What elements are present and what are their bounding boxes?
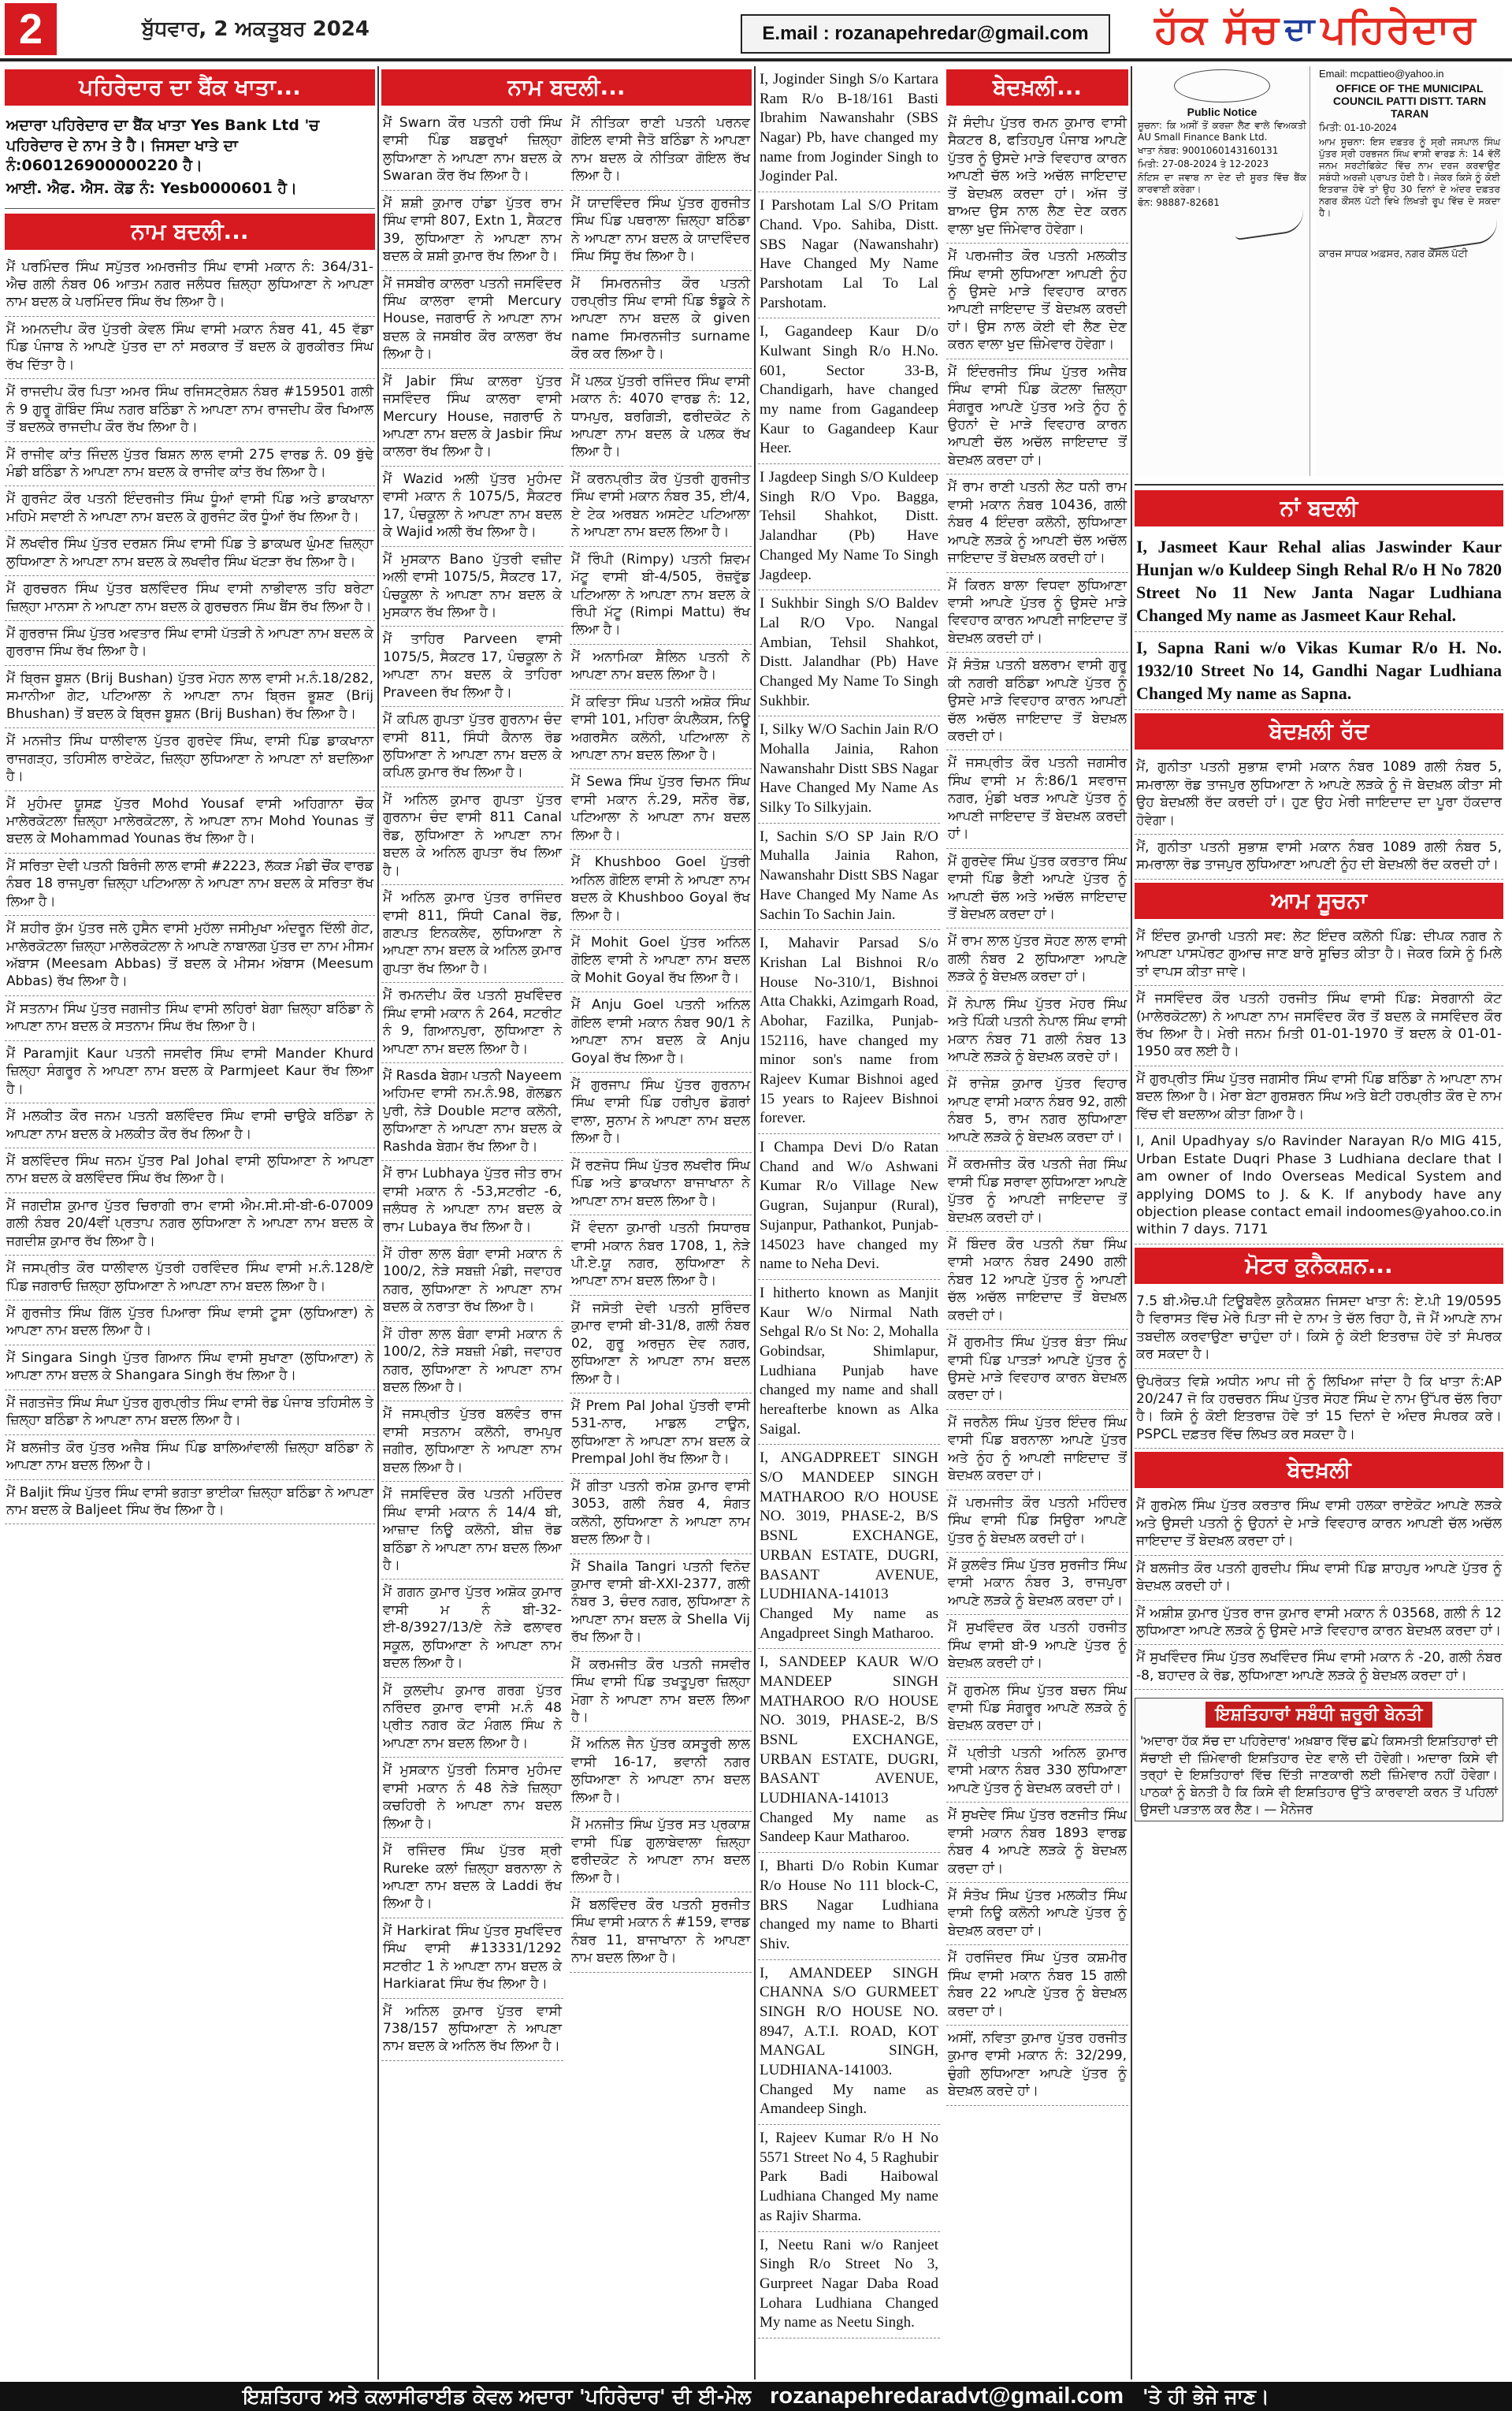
disinheritance-list: [1135, 1493, 1503, 1690]
notice-item: ਮੈਂ Rasda ਬੇਗਮ ਪਤਨੀ Nayeem ਅਹਿਮਦ ਵਾਸੀ ਨਮ.ਨੰ.98, ਗੋਲਡਨ ਪੁਰੀ, ਨੇੜੇ Double ਸਟਾਰ ਕਲੋਨੀ, ਲੁਧਿਆਣਾ ਨੇ ਆਪਣਾ ਨਾਮ ਬਦਲ ਕੇ Rashda ਬੇਗਮ ਰੱਖ ਲਿਆ ਹੈ।: [381, 1063, 563, 1161]
notice-item: ਮੈਂ ਕਵਿਤਾ ਸਿੰਘ ਪਤਨੀ ਅਸ਼ੋਕ ਸਿੰਘ ਵਾਸੀ 101, ਮਹਿਰਾ ਕੰਪਲੈਕਸ, ਨਿਊ ਅਗਰਸੈਨ ਕਲੋਨੀ, ਪਟਿਆਲਾ ਨੇ ਆਪਣਾ ਨਾਮ ਬਦਲ ਲਿਆ ਹੈ।: [570, 690, 752, 770]
notice-item: ਮੈਂ ਨੀਤਿਕਾ ਰਾਣੀ ਪਤਨੀ ਪਰਨਵ ਗੋਇਲ ਵਾਸੀ ਜੈਤੋ ਬਠਿੰਡਾ ਨੇ ਆਪਣਾ ਨਾਮ ਬਦਲ ਕੇ ਨੀਤਿਕਾ ਗੋਇਲ ਰੱਖ ਲਿਆ ਹੈ।: [570, 110, 752, 191]
notice-item: ਮੈਂ ਮਨਜੀਤ ਸਿੰਘ ਧਾਲੀਵਾਲ ਪੁੱਤਰ ਗੁਰਦੇਵ ਸਿੰਘ, ਵਾਸੀ ਪਿੰਡ ਡਾਕਖਾਨਾ ਰਾਜਗੜ੍ਹ, ਤਹਿਸੀਲ ਰਾਏਕੋਟ, ਜ਼ਿਲ੍ਹਾ ਲੁਧਿਆਣਾ ਨੇ ਆਪਣਾ ਨਾਂ ਬਦਲਿਆ ਹੈ।: [5, 728, 375, 791]
header-divider: [0, 58, 1512, 61]
notice-item: ਮੈਂ ਜਸਬੀਰ ਕਾਲਰਾ ਪਤਨੀ ਜਸਵਿੰਦਰ ਸਿੰਘ ਕਾਲਰਾ ਵਾਸੀ Mercury House, ਜਗਰਾਓ ਨੇ ਆਪਣਾ ਨਾਮ ਬਦਲ ਕੇ ਜਸਬੀਰ ਕੌਰ ਕਾਲਰਾ ਰੱਖ ਲਿਆ ਹੈ।: [381, 271, 563, 369]
notice-item: ਮੈਂ ਮੁਸਕਾਨ ਪੁੱਤਰੀ ਨਿਸਾਰ ਮੁਹੰਮਦ ਵਾਸੀ ਮਕਾਨ ਨੰ 48 ਨੇੜੇ ਜ਼ਿਲ੍ਹਾ ਕਚਹਿਰੀ ਨੇ ਆਪਣਾ ਨਾਮ ਬਦਲ ਲਿਆ ਹੈ।: [381, 1758, 563, 1838]
name-change-list: [5, 255, 375, 1525]
notice-item: ਮੈਂ ਗੁਰਮੀਤ ਸਿੰਘ ਪੁੱਤਰ ਬੰਤਾ ਸਿੰਘ ਵਾਸੀ ਪਿੰਡ ਪਾਤੜਾਂ ਆਪਣੇ ਪੁੱਤਰ ਨੂੰ ਉਸਦੇ ਮਾੜੇ ਵਿਵਹਾਰ ਕਾਰਨ ਬੇਦਖ਼ਲ ਕਰਦਾ ਹਾਂ।: [946, 1330, 1128, 1410]
notice-item: I, Gagandeep Kaur D/o Kulwant Singh R/o H.No. 601, Sector 33-B, Chandigarh, have changed my name from Gagandeep Kaur to Gagandeep Kaur Heer.: [758, 318, 940, 464]
disinheritance-revoked-list: [1135, 754, 1503, 880]
notice-item: ਮੈਂ ਗੁਰਦੇਵ ਸਿੰਘ ਪੁੱਤਰ ਕਰਤਾਰ ਸਿੰਘ ਵਾਸੀ ਪਿੰਡ ਭੈਣੀ ਆਪਣੇ ਪੁੱਤਰ ਨੂੰ ਆਪਣੀ ਚੱਲ ਅਤੇ ਅਚੱਲ ਜਾਇਦਾਦ ਤੋਂ ਬੇਦਖ਼ਲ ਕਰਦਾ ਹਾਂ।: [946, 849, 1128, 929]
notice-item: ਮੈਂ Harkirat ਸਿੰਘ ਪੁੱਤਰ ਸੁਖਵਿੰਦਰ ਸਿੰਘ ਵਾਸੀ #13331/1292 ਸਟਰੀਟ 1 ਨੇ ਆਪਣਾ ਨਾਮ ਬਦਲ ਕੇ Harkiarat ਸਿੰਘ ਰੱਖ ਲਿਆ ਹੈ।: [381, 1918, 563, 1999]
notice-item: ਮੈਂ ਮਲਕੀਤ ਕੌਰ ਜਨਮ ਪਤਨੀ ਬਲਵਿੰਦਰ ਸਿੰਘ ਵਾਸੀ ਚਾਉਕੇ ਬਠਿੰਡਾ ਨੇ ਆਪਣਾ ਨਾਮ ਬਦਲ ਕੇ ਮਲਕੀਤ ਕੌਰ ਰੱਖ ਲਿਆ ਹੈ।: [5, 1103, 375, 1148]
notice-item: I, Sapna Rani w/o Vikas Kumar R/o H. No. 1932/10 Street No 14, Gandhi Nagar Ludhiana Changed My name as Sapna.: [1135, 632, 1503, 710]
name-change-heading: ਨਾਮ ਬਦਲੀ...: [5, 214, 375, 250]
notice-item: ਮੈਂ Singara Singh ਪੁੱਤਰ ਗਿਆਨ ਸਿੰਘ ਵਾਸੀ ਸੁਖਾਣਾ (ਲੁਧਿਆਣਾ) ਨੇ ਆਪਣਾ ਨਾਮ ਬਦਲ ਕੇ Shangara Singh ਰੱਖ ਲਿਆ ਹੈ।: [5, 1345, 375, 1390]
header-email[interactable]: E.mail : rozanapehredar@gmail.com: [741, 14, 1110, 54]
notice-item: ਮੈਂ ਸੁਖਵਿੰਦਰ ਸਿੰਘ ਪੁੱਤਰ ਲਖਵਿੰਦਰ ਸਿੰਘ ਵਾਸੀ ਮਕਾਨ ਨੰ -20, ਗਲੀ ਨੰਬਰ -8, ਬਹਾਦਰ ਕੇ ਰੋਡ, ਲੁਧਿਆਣਾ ਆਪਣੇ ਲੜਕੇ ਨੂੰ ਬੇਦਖ਼ਲ ਕਰਦਾ ਹਾਂ।: [1135, 1645, 1503, 1690]
notice-item: ਮੈਂ ਕੁਲਦੀਪ ਕੁਮਾਰ ਗਰਗ ਪੁੱਤਰ ਨਰਿੰਦਰ ਕੁਮਾਰ ਵਾਸੀ ਮ.ਨੰ 48 ਪ੍ਰੀਤ ਨਗਰ ਕੋਟ ਮੰਗਲ ਸਿੰਘ ਨੇ ਆਪਣਾ ਨਾਮ ਬਦਲ ਲਿਆ ਹੈ।: [381, 1678, 563, 1758]
notice-item: ਮੈਂ ਜਸੋਤੀ ਦੇਵੀ ਪਤਨੀ ਸੁਰਿੰਦਰ ਕੁਮਾਰ ਵਾਸੀ ਬੀ-31/8, ਗਲੀ ਨੰਬਰ 02, ਗੁਰੂ ਅਰਜੁਨ ਦੇਵ ਨਗਰ, ਲੁਧਿਆਣਾ ਨੇ ਆਪਣਾ ਨਾਮ ਬਦਲ ਲਿਆ ਹੈ।: [570, 1296, 752, 1393]
notice-item: ਮੈਂ ਸੰਤੋਸ਼ ਪਤਨੀ ਬਲਰਾਮ ਵਾਸੀ ਗੁਰੂ ਕੀ ਨਗਰੀ ਬਠਿੰਡਾ ਆਪਣੇ ਪੁੱਤਰ ਨੂੰ ਉਸਦੇ ਮਾੜੇ ਵਿਵਹਾਰ ਕਾਰਨ ਆਪਣੀ ਚੱਲ ਅਚੱਲ ਜਾਇਦਾਦ ਤੋਂ ਬੇਦਖ਼ਲ ਕਰਦੀ ਹਾਂ।: [946, 653, 1128, 750]
notice-item: ਮੈਂ ਬਲਜੀਤ ਕੌਰ ਪੁੱਤਰ ਅਜੈਬ ਸਿੰਘ ਪਿੰਡ ਬਾਲਿਆਂਵਾਲੀ ਜ਼ਿਲ੍ਹਾ ਬਠਿੰਡਾ ਨੇ ਆਪਣਾ ਨਾਮ ਬਦਲ ਲਿਆ ਹੈ।: [5, 1435, 375, 1480]
notice-item: ਮੈਂ Khushboo Goel ਪੁੱਤਰੀ ਅਨਿਲ ਗੋਇਲ ਵਾਸੀ ਨੇ ਆਪਣਾ ਨਾਮ ਬਦਲ ਕੇ Khushboo Goyal ਰੱਖ ਲਿਆ ਹੈ।: [570, 850, 752, 930]
masthead-logo: [1127, 3, 1505, 55]
notice-item: ਮੈਂ Mohit Goel ਪੁੱਤਰ ਅਨਿਲ ਗੋਇਲ ਵਾਸੀ ਨੇ ਆਪਣਾ ਨਾਮ ਬਦਲ ਕੇ Mohit Goyal ਰੱਖ ਲਿਆ ਹੈ।: [570, 930, 752, 992]
notice-item: ਮੈਂ ਜਸਵਿੰਦਰ ਕੌਰ ਪਤਨੀ ਹਰਜੀਤ ਸਿੰਘ ਵਾਸੀ ਪਿੰਡ: ਸੇਰਗਾਨੀ ਕੋਟ (ਮਾਲੇਰਕੋਟਲਾ) ਨੇ ਆਪਣਾ ਨਾਮ ਜਸਵਿੰਦਰ ਕੌਰ ਤੋਂ ਬਦਲ ਕੇ ਜਸਵਿੰਦਰ ਕੌਰ ਰੱਖ ਲਿਆ ਹੈ। ਮੇਰੀ ਜਨਮ ਮਿਤੀ 01-01-1970 ਤੋਂ ਬਦਲ ਕੇ 01-01-1950 ਕਰ ਲਈ ਹੈ।: [1135, 986, 1503, 1066]
notice-item: ਮੈਂ ਸੁਖਦੇਵ ਸਿੰਘ ਪੁੱਤਰ ਰਣਜੀਤ ਸਿੰਘ ਵਾਸੀ ਮਕਾਨ ਨੰਬਰ 1893 ਵਾਰਡ ਨੰਬਰ 4 ਆਪਣੇ ਲੜਕੇ ਨੂੰ ਬੇਦਖ਼ਲ ਕਰਦਾ ਹਾਂ।: [946, 1803, 1128, 1883]
notice-item: ਮੈਂ ਤਾਹਿਰ Parveen ਵਾਸੀ 1075/5, ਸੈਕਟਰ 17, ਪੰਚਕੂਲਾ ਨੇ ਆਪਣਾ ਨਾਮ ਬਦਲ ਕੇ ਤਾਹਿਰਾ Praveen ਰੱਖ ਲਿਆ ਹੈ।: [381, 627, 563, 707]
notice-item: I, Joginder Singh S/o Kartara Ram R/o B-18/161 Basti Ibrahim Nawanshahr (SBS Nagar) Pb, have changed my name from Joginder Singh to Joginder Pal.: [758, 66, 940, 192]
council-notice-scan: [1316, 66, 1503, 476]
notice-item: ਮੈਂ ਇੰਦਰਜੀਤ ਸਿੰਘ ਪੁੱਤਰ ਅਜੈਬ ਸਿੰਘ ਵਾਸੀ ਪਿੰਡ ਕੋਟਲਾ ਜ਼ਿਲ੍ਹਾ ਸੰਗਰੂਰ ਆਪਣੇ ਪੁੱਤਰ ਅਤੇ ਨੂੰਹ ਨੂੰ ਉਹਨਾਂ ਦੇ ਮਾੜੇ ਵਿਵਹਾਰ ਕਾਰਨ ਆਪਣੀ ਚੱਲ ਅਚੱਲ ਜਾਇਦਾਦ ਤੋਂ ਬੇਦਖ਼ਲ ਕਰਦਾ ਹਾਂ।: [946, 359, 1128, 475]
notice-item: ਮਿਤੀ: 27-08-2024 ਤੇ 12-2023: [1138, 158, 1269, 169]
notice-item: ਮੈਂ ਜਸਵਿੰਦਰ ਕੌਰ ਪਤਨੀ ਮਹਿੰਦਰ ਸਿੰਘ ਵਾਸੀ ਮਕਾਨ ਨੰ 14/4 ਬੀ, ਆਜ਼ਾਦ ਨਿਊ ਕਲੋਨੀ, ਬੀਜ਼ ਰੋਡ ਬਠਿੰਡਾ ਨੇ ਆਪਣਾ ਨਾਮ ਬਦਲ ਲਿਆ ਹੈ।: [381, 1482, 563, 1579]
notice-item: ਮੈਂ ਬਲਵਿੰਦਰ ਸਿੰਘ ਜਨਮ ਪੁੱਤਰ Pal Johal ਵਾਸੀ ਲੁਧਿਆਣਾ ਨੇ ਆਪਣਾ ਨਾਮ ਬਦਲ ਕੇ ਬਲਵਿੰਦਰ ਸਿੰਘ ਰੱਖ ਲਿਆ ਹੈ।: [5, 1148, 375, 1193]
notice-item: I, Rajeev Kumar R/o H No 5571 Street No 4, 5 Raghubir Park Badi Haibowal Ludhiana Changed My name as Rajiv Sharma.: [758, 2125, 940, 2231]
notice-item: ਮੈਂ ਬਿੰਦਰ ਕੌਰ ਪਤਨੀ ਨੱਥਾ ਸਿੰਘ ਵਾਸੀ ਮਕਾਨ ਨੰਬਰ 2490 ਗਲੀ ਨੰਬਰ 12 ਆਪਣੇ ਪੁੱਤਰ ਨੂੰ ਆਪਣੀ ਚੱਲ ਅਚੱਲ ਜਾਇਦਾਦ ਤੋਂ ਬੇਦਖ਼ਲ ਕਰਦੀ ਹਾਂ।: [946, 1232, 1128, 1330]
bank-account-line: ਅਦਾਰਾ ਪਹਿਰੇਦਾਰ ਦਾ ਬੈਂਕ ਖਾਤਾ Yes Bank Ltd 'ਚ ਪਹਿਰੇਦਾਰ ਦੇ ਨਾਮ ਤੇ ਹੈ। ਜਿਸਦਾ ਖਾਤੇ ਦਾ ਨੰ:060126900000220 ਹੈ।: [6, 117, 320, 175]
notice-item: ਮੈਂ ਗੁਰਜੀਤ ਸਿੰਘ ਗਿੱਲ ਪੁੱਤਰ ਪਿਆਰਾ ਸਿੰਘ ਵਾਸੀ ਟੂਸਾ (ਲੁਧਿਆਣਾ) ਨੇ ਆਪਣਾ ਨਾਮ ਬਦਲ ਲਿਆ ਹੈ।: [5, 1300, 375, 1345]
signature-icon: [1232, 209, 1306, 240]
notice-item: ਮੈਂ ਜਗਦੀਸ਼ ਕੁਮਾਰ ਪੁੱਤਰ ਚਿਰਾਗੀ ਰਾਮ ਵਾਸੀ ਐਮ.ਸੀ.ਸੀ-ਬੀ-6-07009 ਗਲੀ ਨੰਬਰ 20/4ਵੀਂ ਪ੍ਰਤਾਪ ਨਗਰ ਲੁਧਿਆਣਾ ਨੇ ਆਪਣਾ ਨਾਮ ਬਦਲ ਕੇ ਜਗਦੀਸ਼ ਕੁਮਾਰ ਰੱਖ ਲਿਆ ਹੈ।: [5, 1193, 375, 1256]
notice-item: ਮੈਂ ਯਾਦਵਿੰਦਰ ਸਿੰਘ ਪੁੱਤਰ ਗੁਰਜੀਤ ਸਿੰਘ ਪਿੰਡ ਪਥਰਾਲਾ ਜ਼ਿਲ੍ਹਾ ਬਠਿੰਡਾ ਨੇ ਆਪਣਾ ਨਾਮ ਬਦਲ ਕੇ ਯਾਦਵਿੰਦਰ ਸਿੰਘ ਸਿੱਧੂ ਰੱਖ ਲਿਆ ਹੈ।: [570, 191, 752, 271]
page-number: 2: [5, 3, 57, 55]
notice-item: I Parshotam Lal S/O Pritam Chand. Vpo. Sahiba, Distt. SBS Nagar (Nawanshahr) Have Changed My Name Parshotam Lal To Lal Parshotam.: [758, 192, 940, 318]
council-date: ਮਿਤੀ: 01-10-2024: [1319, 121, 1397, 134]
notice-item: ਮੈਂ ਪਰਮਜੀਤ ਕੌਰ ਪਤਨੀ ਮਲਕੀਤ ਸਿੰਘ ਵਾਸੀ ਲੁਧਿਆਣਾ ਆਪਣੀ ਨੂੰਹ ਨੂੰ ਉਸਦੇ ਮਾੜੇ ਵਿਵਹਾਰ ਕਾਰਨ ਆਪਣੀ ਜਾਇਦਾਦ ਤੋਂ ਬੇਦਖ਼ਲ ਕਰਦੀ ਹਾਂ। ਉਸ ਨਾਲ ਕੋਈ ਵੀ ਲੈਣ ਦੇਣ ਕਰਨ ਵਾਲਾ ਖੁਦ ਜ਼ਿੰਮੇਵਾਰ ਹੋਵੇਗਾ।: [946, 244, 1128, 359]
notice-item: ਮੈਂ ਬ੍ਰਿਜ ਬੂਸ਼ਨ (Brij Bushan) ਪੁੱਤਰ ਮੋਹਨ ਲਾਲ ਵਾਸੀ ਮ.ਨੰ.18/282, ਸਮਾਨੀਆ ਗੇਟ, ਪਟਿਆਲਾ ਨੇ ਆਪਣਾ ਨਾਮ ਬ੍ਰਿਜ ਭੂਸ਼ਣ (Brij Bhushan) ਤੋਂ ਬਦਲ ਕੇ ਬ੍ਰਿਜ ਬੂਸ਼ਨ (Brij Bushan) ਰੱਖ ਲਿਆ ਹੈ।: [5, 666, 375, 728]
notice-item: I hitherto known as Manjit Kaur W/o Nirmal Nath Sehgal R/o St No: 2, Mohalla Gobindsar, Shimlapur, Ludhiana Punjab have changed my name and shall hereafterbe known as Alka Saigal.: [758, 1280, 940, 1445]
notice-item: ਮੈਂ ਅਨਿਲ ਕੁਮਾਰ ਪੁੱਤਰ ਵਾਸੀ 738/157 ਲੁਧਿਆਣਾ ਨੇ ਆਪਣਾ ਨਾਮ ਬਦਲ ਕੇ ਅਨਿਲ ਰੱਖ ਲਿਆ ਹੈ।: [381, 1999, 563, 2061]
notice-item: ਮੈਂ ਕਪਿਲ ਗੁਪਤਾ ਪੁੱਤਰ ਗੁਰਨਾਮ ਚੰਦ ਵਾਸੀ 811, ਸਿੰਧੀ ਕੈਨਾਲ ਰੋਡ ਲੁਧਿਆਣਾ ਨੇ ਆਪਣਾ ਨਾਮ ਬਦਲ ਕੇ ਕਪਿਲ ਕੁਮਾਰ ਰੱਖ ਲਿਆ ਹੈ।: [381, 707, 563, 787]
notice-item: ਅਸੀਂ, ਨਵਿਤਾ ਕੁਮਾਰ ਪੁੱਤਰ ਹਰਜੀਤ ਕੁਮਾਰ ਵਾਸੀ ਮਕਾਨ ਨੰ: 32/299, ਚੁੰਗੀ ਲੁਧਿਆਣਾ ਆਪਣੇ ਪੁੱਤਰ ਨੂੰ ਬੇਦਖ਼ਲ ਕਰਦੇ ਹਾਂ।: [946, 2026, 1128, 2106]
masthead-part-a: ਹੱਕ ਸੱਚ: [1154, 6, 1280, 52]
footer-text: ਇਸ਼ਤਿਹਾਰ ਅਤੇ ਕਲਾਸੀਫਾਈਡ ਕੇਵਲ ਅਦਾਰਾ 'ਪਹਿਰੇਦਾਰ' ਦੀ ਈ-ਮੇਲ: [243, 2384, 752, 2408]
notice-item: ਖਾਤਾ ਨੰਬਰ: 9001060143160131: [1138, 145, 1279, 156]
council-title: OFFICE OF THE MUNICIPAL COUNCIL PATTI DISTT. TARN TARAN: [1332, 82, 1487, 121]
disinheritance-section: [946, 66, 1128, 2338]
notice-item: ਮੈਂ ਪਰਮਿੰਦਰ ਸਿੰਘ ਸਪੁੱਤਰ ਅਮਰਜੀਤ ਸਿੰਘ ਵਾਸੀ ਮਕਾਨ ਨੰ: 364/31- ਐਚ ਗਲੀ ਨੰਬਰ 06 ਆਤਮ ਨਗਰ ਜਲੰਧਰ ਜ਼ਿਲ੍ਹਾ ਲੁਧਿਆਣਾ ਨੇ ਆਪਣਾ ਨਾਮ ਬਦਲ ਕੇ ਪਰਮਿੰਦਰ ਸਿੰਘ ਰੱਖ ਲਿਆ ਹੈ।: [5, 255, 375, 317]
bank-stamp-icon: [1174, 69, 1270, 102]
notice-item: ਮੈਂ ਕਰਮਜੀਤ ਕੌਰ ਪਤਨੀ ਜੰਗ ਸਿੰਘ ਵਾਸੀ ਪਿੰਡ ਸਰਾਵਾ ਲੁਧਿਆਣਾ ਆਪਣੇ ਪੁੱਤਰ ਨੂੰ ਆਪਣੀ ਜਾਇਦਾਦ ਤੋਂ ਬੇਦਖ਼ਲ ਕਰਦੀ ਹਾਂ।: [946, 1152, 1128, 1232]
notice-item: ਮੈਂ ਸ਼ਹੀਰ ਕੁੱਮ ਪੁੱਤਰ ਜਲੇ ਹੁਸੈਨ ਵਾਸੀ ਮੁਹੱਲਾ ਜਸੀਮੁਖਾ ਅੰਦਰੂਨ ਦਿੱਲੀ ਗੇਟ, ਮਾਲੇਰਕੋਟਲਾ ਜ਼ਿਲ੍ਹਾ ਮਾਲੇਰਕੋਟਲਾ ਨੇ ਆਪਣੇ ਨਾਬਾਲਗ ਪੁੱਤਰ ਦਾ ਨਾਮ ਮੀਸਮ ਅੱਬਾਸ (Meesam Abbas) ਤੋਂ ਬਦਲ ਕੇ ਮੀਸਮ ਅੱਬਾਸ (Meesum Abbas) ਰੱਖ ਲਿਆ ਹੈ।: [5, 916, 375, 996]
name-change-list: [570, 110, 752, 2061]
council-body: ਆਮ ਸੂਚਨਾ: ਇਸ ਦਫ਼ਤਰ ਨੂੰ ਸ੍ਰੀ ਜਸਪਾਲ ਸਿੰਘ ਪੁੱਤਰ ਸ੍ਰੀ ਹਰਭਜਨ ਸਿੰਘ ਵਾਸੀ ਵਾਰਡ ਨੰ: 14 ਵੱਲੋਂ ਜਨਮ ਸਰਟੀਫਿਕੇਟ ਵਿੱਚ ਨਾਮ ਦਰਜ ਕਰਵਾਉਣ ਸਬੰਧੀ ਅਰਜ਼ੀ ਪ੍ਰਾਪਤ ਹੋਈ ਹੈ। ਜੇਕਰ ਕਿਸੇ ਨੂੰ ਕੋਈ ਇਤਰਾਜ਼ ਹੋਵੇ ਤਾਂ ਉਹ 30 ਦਿਨਾਂ ਦੇ ਅੰਦਰ ਦਫ਼ਤਰ ਨਗਰ ਕੌਂਸਲ ਪੱਟੀ ਵਿਖੇ ਲਿਖਤੀ ਰੂਪ ਵਿੱਚ ਦੇ ਸਕਦਾ ਹੈ।: [1319, 136, 1500, 218]
notice-item: ਮੈਂ ਰਣਜੋਧ ਸਿੰਘ ਪੁੱਤਰ ਲਖਵੀਰ ਸਿੰਘ ਪਿੰਡ ਅਤੇ ਡਾਕਖਾਨਾ ਬਾਜਾਖਾਨਾ ਨੇ ਆਪਣਾ ਨਾਮ ਬਦਲ ਲਿਆ ਹੈ।: [570, 1153, 752, 1215]
general-notice-heading: ਆਮ ਸੂਚਨਾ: [1135, 883, 1503, 919]
notice-item: ਮੈਂ ਕਰਨਪ੍ਰੀਤ ਕੌਰ ਪੁੱਤਰੀ ਗੁਰਜੀਤ ਸਿੰਘ ਵਾਸੀ ਮਕਾਨ ਨੰਬਰ 35, ਈ/4, ਏ ਟੇਕ ਅਰਬਨ ਅਸਟੇਟ ਪਟਿਆਲਾ ਨੇ ਆਪਣਾ ਨਾਮ ਬਦਲ ਲਿਆ ਹੈ।: [570, 467, 752, 547]
notice-item: ਮੈਂ ਅਨਿਲ ਕੁਮਾਰ ਪੁੱਤਰ ਰਾਜਿੰਦਰ ਵਾਸੀ 811, ਸਿੰਧੀ Canal ਰੋਡ, ਗਣਪਤ ਇਨਕਲੇਵ, ਲੁਧਿਆਣਾ ਨੇ ਆਪਣਾ ਨਾਮ ਬਦਲ ਕੇ ਅਨਿਲ ਕੁਮਾਰ ਗੁਪਤਾ ਰੱਖ ਲਿਆ ਹੈ।: [381, 885, 563, 983]
advertiser-notice-box: [1135, 1698, 1503, 1821]
notice-item: ਸੂਚਨਾ: ਕਿ ਅਸੀਂ ਤੋਂ ਕਰਜ਼ਾ ਲੈਣ ਵਾਲੇ ਵਿਅਕਤੀ AU Small Finance Bank Ltd.: [1138, 120, 1306, 143]
notice-item: ਮੈਂ Jabir ਸਿੰਘ ਕਾਲਰਾ ਪੁੱਤਰ ਜਸਵਿੰਦਰ ਸਿੰਘ ਕਾਲਰਾ ਵਾਸੀ Mercury House, ਜਗਰਾਓ ਨੇ ਆਪਣਾ ਨਾਮ ਬਦਲ ਕੇ Jasbir ਸਿੰਘ ਕਾਲਰਾ ਰੱਖ ਲਿਆ ਹੈ।: [381, 369, 563, 467]
name-change-list: [1135, 531, 1503, 710]
footer-tail: 'ਤੇ ਹੀ ਭੇਜੇ ਜਾਣ।: [1142, 2384, 1269, 2408]
bank-account-heading: ਪਹਿਰੇਦਾਰ ਦਾ ਬੈਂਕ ਖਾਤਾ...: [5, 69, 375, 106]
notice-item: ਮੈਂ ਜਰਨੈਲ ਸਿੰਘ ਪੁੱਤਰ ਇੰਦਰ ਸਿੰਘ ਵਾਸੀ ਪਿੰਡ ਬਰਨਾਲਾ ਆਪਣੇ ਪੁੱਤਰ ਅਤੇ ਨੂੰਹ ਨੂੰ ਆਪਣੀ ਜਾਇਦਾਦ ਤੋਂ ਬੇਦਖ਼ਲ ਕਰਦਾ ਹਾਂ।: [946, 1410, 1128, 1490]
notice-item: ਮੈਂ ਕਿਰਨ ਬਾਲਾ ਵਿਧਵਾ ਲੁਧਿਆਣਾ ਵਾਸੀ ਆਪਣੇ ਪੁੱਤਰ ਨੂੰ ਉਸਦੇ ਮਾੜੇ ਵਿਵਹਾਰ ਕਾਰਨ ਆਪਣੀ ਜਾਇਦਾਦ ਤੋਂ ਬੇਦਖ਼ਲ ਕਰਦੀ ਹਾਂ।: [946, 573, 1128, 653]
name-change-heading: ਨਾਮ ਬਦਲੀ...: [381, 69, 752, 106]
notice-item: ਮੈਂ ਜਸਪ੍ਰੀਤ ਕੌਰ ਧਾਲੀਵਾਲ ਪੁੱਤਰੀ ਹਰਵਿੰਦਰ ਸਿੰਘ ਵਾਸੀ ਮ.ਨੰ.128/ਏ ਪਿੰਡ ਜਗਰਾਓ ਜ਼ਿਲ੍ਹਾ ਲੁਧਿਆਣਾ ਨੇ ਆਪਣਾ ਨਾਮ ਬਦਲ ਲਿਆ ਹੈ।: [5, 1256, 375, 1300]
notice-item: ਮੈਂ ਗੁਰਰਾਜ ਸਿੰਘ ਪੁੱਤਰ ਅਵਤਾਰ ਸਿੰਘ ਵਾਸੀ ਪੱਤੜੀ ਨੇ ਆਪਣਾ ਨਾਮ ਬਦਲ ਕੇ ਗੁਰਰਾਜ ਸਿੰਘ ਰੱਖ ਲਿਆ ਹੈ।: [5, 621, 375, 666]
disinheritance-list: [946, 110, 1128, 2106]
notice-item: ਮੈਂ ਹੀਰਾ ਲਾਲ ਬੰਗਾ ਵਾਸੀ ਮਕਾਨ ਨੰ 100/2, ਨੇੜੇ ਸਬਜ਼ੀ ਮੰਡੀ, ਜਵਾਹਰ ਨਗਰ, ਲੁਧਿਆਣਾ ਨੇ ਆਪਣਾ ਨਾਮ ਬਦਲ ਲਿਆ ਹੈ।: [381, 1322, 563, 1402]
council-email: Email: mcpattieo@yahoo.in: [1319, 68, 1444, 80]
masthead-part-c: ਪਹਿਰੇਦਾਰ: [1321, 6, 1477, 52]
column-divider: [1131, 66, 1132, 2379]
notice-item: ਮੈਂ Paramjit Kaur ਪਤਨੀ ਜਸਵੀਰ ਸਿੰਘ ਵਾਸੀ Mander Khurd ਜ਼ਿਲ੍ਹਾ ਸੰਗਰੂਰ ਨੇ ਆਪਣਾ ਨਾਮ ਬਦਲ ਕੇ Parmjeet Kaur ਰੱਖ ਲਿਆ ਹੈ।: [5, 1041, 375, 1103]
notice-item: ਮੈਂ ਅਨਿਲ ਕੁਮਾਰ ਗੁਪਤਾ ਪੁੱਤਰ ਗੁਰਨਾਮ ਚੰਦ ਵਾਸੀ 811 Canal ਰੋਡ, ਲੁਧਿਆਣਾ ਨੇ ਆਪਣਾ ਨਾਮ ਬਦਲ ਕੇ ਅਨਿਲ ਗੁਪਤਾ ਰੱਖ ਲਿਆ ਹੈ।: [381, 787, 563, 885]
notice-item: ਮੈਂ ਗੁਰਮੇਲ ਸਿੰਘ ਪੁੱਤਰ ਕਰਤਾਰ ਸਿੰਘ ਵਾਸੀ ਹਲਕਾ ਰਾਏਕੋਟ ਆਪਣੇ ਲੜਕੇ ਅਤੇ ਉਸਦੀ ਪਤਨੀ ਨੂੰ ਉਹਨਾਂ ਦੇ ਮਾੜੇ ਵਿਵਹਾਰ ਕਾਰਨ ਆਪਣੀ ਚੱਲ ਅਚੱਲ ਜਾਇਦਾਦ ਤੋਂ ਬੇਦਖ਼ਲ ਕਰਦਾ ਹਾਂ।: [1135, 1493, 1503, 1555]
notice-item: I, Sachin S/O SP Jain R/O Muhalla Jainia Rahon, Nawanshahr Distt SBS Nagar Have Changed My Name As Sachin To Sachin Jain.: [758, 824, 940, 930]
notice-item: ਮੈਂ ਗਗਨ ਕੁਮਾਰ ਪੁੱਤਰ ਅਸ਼ੋਕ ਕੁਮਾਰ ਵਾਸੀ ਮ ਨੰ ਬੀ-32-ਈ-8/3927/13/ਏ ਨੇੜੇ ਫਲਾਵਰ ਸਕੂਲ, ਲੁਧਿਆਣਾ ਨੇ ਆਪਣਾ ਨਾਮ ਬਦਲ ਲਿਆ ਹੈ।: [381, 1579, 563, 1677]
notice-item: ਮੈਂ ਰਜਿੰਦਰ ਸਿੰਘ ਪੁੱਤਰ ਸ਼੍ਰੀ Rureke ਕਲਾਂ ਜ਼ਿਲ੍ਹਾ ਬਰਨਾਲਾ ਨੇ ਆਪਣਾ ਨਾਮ ਬਦਲ ਕੇ Laddi ਰੱਖ ਲਿਆ ਹੈ।: [381, 1838, 563, 1918]
column-1: [5, 66, 375, 2379]
notice-item: ਮੈਂ Shaila Tangri ਪਤਨੀ ਵਿਨੋਦ ਕੁਮਾਰ ਵਾਸੀ ਬੀ-XXI-2377, ਗਲੀ ਨੰਬਰ 3, ਚੰਦਰ ਨਗਰ, ਲੁਧਿਆਣਾ ਨੇ ਆਪਣਾ ਨਾਮ ਬਦਲ ਕੇ Shella Vij ਰੱਖ ਲਿਆ ਹੈ।: [570, 1554, 752, 1652]
notice-item: ਮੈਂ ਇੰਦਰ ਕੁਮਾਰੀ ਪਤਨੀ ਸਵ: ਲੇਟ ਇੰਦਰ ਕਲੋਨੀ ਪਿੰਡ: ਦੀਪਕ ਨਗਰ ਨੇ ਆਪਣਾ ਪਾਸਪੋਰਟ ਗੁਆਚ ਜਾਣ ਬਾਰੇ ਸੂਚਿਤ ਕੀਤਾ ਹੈ। ਜੇਕਰ ਕਿਸੇ ਨੂੰ ਮਿਲੇ ਤਾਂ ਵਾਪਸ ਕੀਤਾ ਜਾਵੇ।: [1135, 924, 1503, 986]
advertiser-notice-text: 'ਅਦਾਰਾ ਹੱਕ ਸੱਚ ਦਾ ਪਹਿਰੇਦਾਰ' ਅਖ਼ਬਾਰ ਵਿੱਚ ਛਪੇ ਕਿਸਮਤੀ ਇਸ਼ਤਿਹਾਰਾਂ ਦੀ ਸੱਚਾਈ ਦੀ ਜ਼ਿੰਮੇਵਾਰੀ ਇਸ਼ਤਿਹਾਰ ਦੇਣ ਵਾਲੇ ਦੀ ਹੋਵੇਗੀ। ਅਦਾਰਾ ਕਿਸੇ ਵੀ ਤਰ੍ਹਾਂ ਦੇ ਇਸ਼ਤਿਹਾਰਾਂ ਵਿੱਚ ਦਿੱਤੀ ਜਾਣਕਾਰੀ ਲਈ ਜ਼ਿੰਮੇਵਾਰ ਨਹੀਂ ਹੋਵੇਗਾ। ਪਾਠਕਾਂ ਨੂੰ ਬੇਨਤੀ ਹੈ ਕਿ ਕਿਸੇ ਵੀ ਇਸ਼ਤਿਹਾਰ ਉੱਤੇ ਕਾਰਵਾਈ ਕਰਨ ਤੋਂ ਪਹਿਲਾਂ ਉਸਦੀ ਪੜਤਾਲ ਕਰ ਲੈਣ। — ਮੈਨੇਜਰ: [1140, 1733, 1498, 1817]
notice-item: ਮੈਂ ਗੀਤਾ ਪਤਨੀ ਰਮੇਸ਼ ਕੁਮਾਰ ਵਾਸੀ 3053, ਗਲੀ ਨੰਬਰ 4, ਸੰਗਤ ਕਲੋਨੀ, ਲੁਧਿਆਣਾ ਨੇ ਆਪਣਾ ਨਾਮ ਬਦਲ ਲਿਆ ਹੈ।: [570, 1474, 752, 1554]
notice-item: I, Mahavir Parsad S/o Krishan Lal Bishnoi R/o House No-310/1, Bishnoi Atta Chakki, Azimgarh Road, Abohar, Fazilka, Punjab-152116, have changed my minor son's name from Rajeev Kumar Bishnoi aged 15 years to Rajeev Bishnoi forever.: [758, 930, 940, 1134]
notice-item: ਮੈਂ Swarn ਕੌਰ ਪਤਨੀ ਹਰੀ ਸਿੰਘ ਵਾਸੀ ਪਿੰਡ ਬਡਰੁਖਾਂ ਜ਼ਿਲ੍ਹਾ ਲੁਧਿਆਣਾ ਨੇ ਆਪਣਾ ਨਾਮ ਬਦਲ ਕੇ Swaran ਕੌਰ ਰੱਖ ਲਿਆ ਹੈ।: [381, 110, 563, 191]
notice-item: ਮੈਂ ਅਨਿਲ ਜੈਨ ਪੁੱਤਰ ਕਸਤੂਰੀ ਲਾਲ ਵਾਸੀ 16-17, ਭਵਾਨੀ ਨਗਰ ਲੁਧਿਆਣਾ ਨੇ ਆਪਣਾ ਨਾਮ ਬਦਲ ਲਿਆ ਹੈ।: [570, 1732, 752, 1812]
masthead-part-b: ਦਾ: [1284, 11, 1317, 47]
notice-item: ਮੈਂ ਨੇਪਾਲ ਸਿੰਘ ਪੁੱਤਰ ਮੋਹਰ ਸਿੰਘ ਅਤੇ ਪਿੰਕੀ ਪਤਨੀ ਨੇਪਾਲ ਸਿੰਘ ਵਾਸੀ ਮਕਾਨ ਨੰਬਰ 71 ਗਲੀ ਨੰਬਰ 13 ਆਪਣੇ ਲੜਕੇ ਨੂੰ ਬੇਦਖ਼ਲ ਕਰਦੇ ਹਾਂ।: [946, 992, 1128, 1072]
notice-item: ਮੈਂ ਰਾਮ Lubhaya ਪੁੱਤਰ ਜੀਤ ਰਾਮ ਵਾਸੀ ਮਕਾਨ ਨੰ -53,ਸਟਰੀਟ -6, ਜਲੰਧਰ ਨੇ ਆਪਣਾ ਨਾਮ ਬਦਲ ਕੇ ਰਾਮ Lubaya ਰੱਖ ਲਿਆ ਹੈ।: [381, 1161, 563, 1241]
column-4: [1135, 66, 1503, 2379]
official-notices-row: [1135, 66, 1503, 486]
notice-item: ਮੈਂ ਅਮਨਦੀਪ ਕੌਰ ਪੁੱਤਰੀ ਕੇਵਲ ਸਿੰਘ ਵਾਸੀ ਮਕਾਨ ਨੰਬਰ 41, 45 ਵੱਡਾ ਪਿੰਡ ਪੰਜਾਬ ਨੇ ਆਪਣੇ ਪੁੱਤਰ ਦਾ ਨਾਂ ਸਰਕਾਰ ਤੋਂ ਬਦਲ ਕੇ ਗੁਰਕੀਰਤ ਸਿੰਘ ਰੱਖ ਦਿੱਤਾ ਹੈ।: [5, 317, 375, 379]
notice-item: ਮੈਂ Anju Goel ਪਤਨੀ ਅਨਿਲ ਗੋਇਲ ਵਾਸੀ ਮਕਾਨ ਨੰਬਰ 90/1 ਨੇ ਆਪਣਾ ਨਾਮ ਬਦਲ ਕੇ Anju Goyal ਰੱਖ ਲਿਆ ਹੈ।: [570, 992, 752, 1073]
general-notice-list: [1135, 924, 1503, 1245]
issue-date: ਬੁੱਧਵਾਰ, 2 ਅਕਤੂਬਰ 2024: [142, 17, 370, 41]
motor-connection-heading: ਮੋਟਰ ਕੁਨੈਕਸ਼ਨ...: [1135, 1248, 1503, 1284]
notice-item: ਮੈਂ ਕਰਮਜੀਤ ਕੌਰ ਪਤਨੀ ਜਸਵੀਰ ਸਿੰਘ ਵਾਸੀ ਪਿੰਡ ਤਖਤੂਪੁਰਾ ਜ਼ਿਲ੍ਹਾ ਮੋਗਾ ਨੇ ਆਪਣਾ ਨਾਮ ਬਦਲ ਲਿਆ ਹੈ।: [570, 1652, 752, 1732]
notice-item: ਮੈਂ Prem Pal Johal ਪੁੱਤਰੀ ਵਾਸੀ 531-ਨਾਰ, ਮਾਡਲ ਟਾਊਨ, ਲੁਧਿਆਣਾ ਨੇ ਆਪਣਾ ਨਾਮ ਬਦਲ ਕੇ Prempal Johl ਰੱਖ ਲਿਆ ਹੈ।: [570, 1393, 752, 1474]
column-3-split: [758, 66, 1128, 2338]
page-header: [0, 0, 1512, 63]
notice-item: ਮੈਂ Sewa ਸਿੰਘ ਪੁੱਤਰ ਚਿਮਨ ਸਿੰਘ ਵਾਸੀ ਮਕਾਨ ਨੰ.29, ਸਨੌਰ ਰੋਡ, ਪਟਿਆਲਾ ਨੇ ਆਪਣਾ ਨਾਮ ਬਦਲ ਲਿਆ ਹੈ।: [570, 769, 752, 850]
disinheritance-revoked-heading: ਬੇਦਖ਼ਲੀ ਰੱਦ: [1135, 713, 1503, 750]
notice-item: ਮੈਂ ਮਨਜੀਤ ਸਿੰਘ ਪੁੱਤਰ ਸਤ ਪ੍ਰਕਾਸ਼ ਵਾਸੀ ਪਿੰਡ ਗੁਲਾਬੇਵਾਲਾ ਜ਼ਿਲ੍ਹਾ ਫਰੀਦਕੋਟ ਨੇ ਆਪਣਾ ਨਾਮ ਬਦਲ ਲਿਆ ਹੈ।: [570, 1812, 752, 1892]
notice-item: ਮੈਂ ਪ੍ਰੀਤੀ ਪਤਨੀ ਅਨਿਲ ਕੁਮਾਰ ਵਾਸੀ ਮਕਾਨ ਨੰਬਰ 330 ਲੁਧਿਆਣਾ ਆਪਣੇ ਪੁੱਤਰ ਨੂੰ ਬੇਦਖ਼ਲ ਕਰਦੀ ਹਾਂ।: [946, 1740, 1128, 1803]
page-footer: [0, 2382, 1512, 2411]
bank-ifsc-line: ਆਈ. ਐਫ. ਐਸ. ਕੋਡ ਨੰ: Yesb0000601 ਹੈ।: [6, 179, 297, 197]
notice-item: I Sukhbir Singh S/O Baldev Lal R/O Vpo. Nangal Ambian, Tehsil Shahkot, Distt. Jalandhar (Pb) Have Changed My Name To Singh Sukhbir.: [758, 590, 940, 716]
notice-item: ਮੈਂ Baljit ਸਿੰਘ ਪੁੱਤਰ ਸਿੰਘ ਵਾਸੀ ਭਗਤਾ ਭਾਈਕਾ ਜ਼ਿਲ੍ਹਾ ਬਠਿੰਡਾ ਨੇ ਆਪਣਾ ਨਾਮ ਬਦਲ ਕੇ Baljeet ਸਿੰਘ ਰੱਖ ਲਿਆ ਹੈ।: [5, 1480, 375, 1525]
advertiser-notice-title: ਇਸ਼ਤਿਹਾਰਾਂ ਸਬੰਧੀ ਜ਼ਰੂਰੀ ਬੇਨਤੀ: [1206, 1702, 1432, 1728]
english-name-change-list: [758, 66, 940, 2338]
notice-item: ਮੈਂ Wazid ਅਲੀ ਪੁੱਤਰ ਮੁਹੰਮਦ ਵਾਸੀ ਮਕਾਨ ਨੰ 1075/5, ਸੈਕਟਰ 17, ਪੰਚਕੂਲਾ ਨੇ ਆਪਣਾ ਨਾਮ ਬਦਲ ਕੇ Wajid ਅਲੀ ਰੱਖ ਲਿਆ ਹੈ।: [381, 467, 563, 547]
notice-item: ਮੈਂ ਮੁਸਕਾਨ Bano ਪੁੱਤਰੀ ਵਜ਼ੀਦ ਅਲੀ ਵਾਸੀ 1075/5, ਸੈਕਟਰ 17, ਪੰਚਕੂਲਾ ਨੇ ਆਪਣਾ ਨਾਮ ਬਦਲ ਕੇ ਮੁਸਕਾਨ ਰੱਖ ਲਿਆ ਹੈ।: [381, 547, 563, 627]
notice-item: ਮੈਂ, ਗੁਨੀਤਾ ਪਤਨੀ ਸੁਭਾਸ਼ ਵਾਸੀ ਮਕਾਨ ਨੰਬਰ 1089 ਗਲੀ ਨੰਬਰ 5, ਸਮਰਾਲਾ ਰੋਡ ਤਾਜਪੁਰ ਲੁਧਿਆਣਾ ਨੇ ਆਪਣੇ ਲੜਕੇ ਨੂੰ ਜੋ ਬੇਦਖ਼ਲ ਕੀਤਾ ਸੀ ਉਹ ਬੇਦਖ਼ਲੀ ਰੱਦ ਕਰਦੀ ਹਾਂ। ਹੁਣ ਉਹ ਮੇਰੀ ਜਾਇਦਾਦ ਦਾ ਪੂਰਾ ਹੱਕਦਾਰ ਹੋਵੇਗਾ।: [1135, 754, 1503, 835]
notice-item: ਮੈਂ ਅਸ਼ੀਸ਼ ਕੁਮਾਰ ਪੁੱਤਰ ਰਾਜ ਕੁਮਾਰ ਵਾਸੀ ਮਕਾਨ ਨੰ 03568, ਗਲੀ ਨੰ 12 ਲੁਧਿਆਣਾ ਆਪਣੇ ਲੜਕੇ ਨੂੰ ਉਸਦੇ ਮਾੜੇ ਵਿਵਹਾਰ ਕਾਰਨ ਬੇਦਖ਼ਲ ਕਰਦਾ ਹਾਂ।: [1135, 1601, 1503, 1646]
notice-item: ਮੈਂ ਬਲਵਿੰਦਰ ਕੌਰ ਪਤਨੀ ਸੁਰਜੀਤ ਸਿੰਘ ਵਾਸੀ ਮਕਾਨ ਨੰ #159, ਵਾਰਡ ਨੰਬਰ 11, ਬਾਜਾਖਾਨਾ ਨੇ ਆਪਣਾ ਨਾਮ ਬਦਲ ਲਿਆ ਹੈ।: [570, 1892, 752, 1973]
notice-item: ਮੈਂ ਰਿੰਪੀ (Rimpy) ਪਤਨੀ ਸ਼ਿਵਮ ਮੱਟੂ ਵਾਸੀ ਬੀ-4/505, ਰੋਜ਼ਵੁੱਡ ਪਟਿਆਲਾ ਨੇ ਆਪਣਾ ਨਾਮ ਬਦਲ ਕੇ ਰਿੰਪੀ ਮੱਟੂ (Rimpi Mattu) ਰੱਖ ਲਿਆ ਹੈ।: [570, 547, 752, 645]
public-notice-title: Public Notice: [1187, 106, 1258, 118]
notice-item: ਮੈਂ ਜਗਤਜੋਤ ਸਿੰਘ ਸੰਘਾ ਪੁੱਤਰ ਗੁਰਪ੍ਰੀਤ ਸਿੰਘ ਵਾਸੀ ਰੋਡ ਪੰਜਾਬ ਤਹਿਸੀਲ ਤੇ ਜ਼ਿਲ੍ਹਾ ਬਠਿੰਡਾ ਨੇ ਆਪਣਾ ਨਾਮ ਬਦਲ ਲਿਆ ਹੈ।: [5, 1390, 375, 1435]
public-notice-lines: [1135, 120, 1310, 209]
notice-item: ਮੈਂ ਪਲਕ ਪੁੱਤਰੀ ਰਜਿੰਦਰ ਸਿੰਘ ਵਾਸੀ ਮਕਾਨ ਨੰ: 4070 ਵਾਰਡ ਨੰ: 12, ਧਾਮਪੁਰ, ਬਰਗਿੜੀ, ਫਰੀਦਕੋਟ ਨੇ ਆਪਣਾ ਨਾਮ ਬਦਲ ਕੇ ਪਲਕ ਰੱਖ ਲਿਆ ਹੈ।: [570, 369, 752, 467]
notice-item: ਉਪਰੋਕਤ ਵਿਸ਼ੇ ਅਧੀਨ ਆਪ ਜੀ ਨੂੰ ਲਿਖਿਆ ਜਾਂਦਾ ਹੈ ਕਿ ਖਾਤਾ ਨੰ:AP 20/247 ਜੋ ਕਿ ਹਰਚਰਨ ਸਿੰਘ ਪੁੱਤਰ ਸੋਹਣ ਸਿੰਘ ਦੇ ਨਾਮ ਉੱਪਰ ਚੱਲ ਰਿਹਾ ਹੈ। ਕਿਸੇ ਨੂੰ ਕੋਈ ਇਤਰਾਜ਼ ਹੋਵੇ ਤਾਂ 15 ਦਿਨਾਂ ਦੇ ਅੰਦਰ ਸੰਪਰਕ ਕਰੇ। PSPCL ਦਫ਼ਤਰ ਵਿੱਚ ਲਿਖਤ ਕਰ ਸਕਦਾ ਹੈ।: [1135, 1369, 1503, 1449]
notice-item: ਮੈਂ ਰਾਜੀਵ ਕਾਂਤ ਜਿੰਦਲ ਪੁੱਤਰ ਬਿਸ਼ਨ ਲਾਲ ਵਾਸੀ 275 ਵਾਰਡ ਨੰ. 09 ਬੁੱਢੇ ਮੰਡੀ ਬਠਿੰਡਾ ਨੇ ਆਪਣਾ ਨਾਮ ਬਦਲ ਕੇ ਰਾਜੀਵ ਕਾਂਤ ਰੱਖ ਲਿਆ ਹੈ।: [5, 442, 375, 487]
notice-item: ਮੈਂ ਲਖਵੀਰ ਸਿੰਘ ਪੁੱਤਰ ਦਰਸ਼ਨ ਸਿੰਘ ਵਾਸੀ ਪਿੰਡ ਤੇ ਡਾਕਘਰ ਘੁੰਮਣ ਜ਼ਿਲ੍ਹਾ ਲੁਧਿਆਣਾ ਨੇ ਆਪਣਾ ਨਾਮ ਬਦਲ ਕੇ ਲਖਵੀਰ ਸਿੰਘ ਖੱਟੜਾ ਰੱਖ ਲਿਆ ਹੈ।: [5, 531, 375, 576]
column-divider: [377, 66, 379, 2379]
notice-item: ਮੈਂ ਗੁਰਮੇਲ ਸਿੰਘ ਪੁੱਤਰ ਬਚਨ ਸਿੰਘ ਵਾਸੀ ਪਿੰਡ ਸੰਗਰੂਰ ਆਪਣੇ ਲੜਕੇ ਨੂੰ ਬੇਦਖ਼ਲ ਕਰਦਾ ਹਾਂ।: [946, 1678, 1128, 1740]
column-divider: [754, 66, 756, 2379]
notice-item: ਮੈਂ ਗੁਰਜਾਪ ਸਿੰਘ ਪੁੱਤਰ ਗੁਰਨਾਮ ਸਿੰਘ ਵਾਸੀ ਪਿੰਡ ਹਰੀਪੁਰ ਡੋਗਰਾਂ ਵਾਲਾ, ਸੁਨਾਮ ਨੇ ਆਪਣਾ ਨਾਮ ਬਦਲ ਲਿਆ ਹੈ।: [570, 1073, 752, 1153]
notice-item: ਮੈਂ ਜਸਪ੍ਰੀਤ ਪੁੱਤਰ ਬਲਵੰਤ ਰਾਜ ਵਾਸੀ ਸਤਨਾਮ ਕਲੋਨੀ, ਰਾਮਪੁਰ ਜਗੀਰ, ਲੁਧਿਆਣਾ ਨੇ ਆਪਣਾ ਨਾਮ ਬਦਲ ਲਿਆ ਹੈ।: [381, 1401, 563, 1482]
notice-item: I, AMANDEEP SINGH CHANNA S/O GURMEET SINGH R/O HOUSE NO. 8947, A.T.I. ROAD, KOT MANGAL SINGH, LUDHIANA-141003. Changed My name as Amandeep Singh.: [758, 1960, 940, 2126]
notice-item: ਮੈਂ ਰਮਨਦੀਪ ਕੌਰ ਪਤਨੀ ਸੁਖਵਿੰਦਰ ਸਿੰਘ ਵਾਸੀ ਮਕਾਨ ਨੰ 264, ਸਟਰੀਟ ਨੰ 9, ਗਿਆਨਪੁਰਾ, ਲੁਧਿਆਣਾ ਨੇ ਆਪਣਾ ਨਾਮ ਬਦਲ ਲਿਆ ਹੈ।: [381, 983, 563, 1063]
notice-item: I, SANDEEP KAUR W/O MANDEEP SINGH MATHAROO R/O HOUSE NO. 3019, PHASE-2, B/S BSNL EXCHANGE, URBAN ESTATE, DUGRI, BASANT AVENUE, LUDHIANA-141013 Changed My name as Sandeep Kaur Matharoo.: [758, 1649, 940, 1853]
notice-item: ਮੈਂ, ਗੁਨੀਤਾ ਪਤਨੀ ਸੁਭਾਸ਼ ਵਾਸੀ ਮਕਾਨ ਨੰਬਰ 1089 ਗਲੀ ਨੰਬਰ 5, ਸਮਰਾਲਾ ਰੋਡ ਤਾਜਪੁਰ ਲੁਧਿਆਣਾ ਆਪਣੀ ਨੂੰਹ ਦੀ ਬੇਦਖ਼ਲੀ ਰੱਦ ਕਰਦੀ ਹਾਂ।: [1135, 835, 1503, 880]
notice-item: I, Neetu Rani w/o Ranjeet Singh R/o Street No 3, Gurpreet Nagar Daba Road Lohara Ludhiana Changed My name as Neetu Singh.: [758, 2232, 940, 2338]
bank-account-box: [5, 110, 375, 209]
notice-item: ਮੈਂ ਹਰਜਿੰਦਰ ਸਿੰਘ ਪੁੱਤਰ ਕਸ਼ਮੀਰ ਸਿੰਘ ਵਾਸੀ ਮਕਾਨ ਨੰਬਰ 15 ਗਲੀ ਨੰਬਰ 22 ਆਪਣੇ ਪੁੱਤਰ ਨੂੰ ਬੇਦਖ਼ਲ ਕਰਦਾ ਹਾਂ।: [946, 1945, 1128, 2026]
notice-item: ਮੈਂ ਗੁਰਪ੍ਰੀਤ ਸਿੰਘ ਪੁੱਤਰ ਜਗਸੀਰ ਸਿੰਘ ਵਾਸੀ ਪਿੰਡ ਬਠਿੰਡਾ ਨੇ ਆਪਣਾ ਨਾਮ ਬਦਲ ਲਿਆ ਹੈ। ਮੇਰਾ ਬੇਟਾ ਗੁਰਸ਼ਰਨ ਸਿੰਘ ਅਤੇ ਬੇਟੀ ਹਰਪ੍ਰੀਤ ਕੌਰ ਦੇ ਨਾਮ ਵਿੱਚ ਵੀ ਬਦਲਾਅ ਕੀਤਾ ਗਿਆ ਹੈ।: [1135, 1066, 1503, 1129]
footer-email[interactable]: rozanapehredaradvt@gmail.com: [770, 2383, 1124, 2409]
signature-icon: [1426, 218, 1499, 250]
notice-item: ਨੋਟਿਸ ਦਾ ਜਵਾਬ ਨਾ ਦੇਣ ਦੀ ਸੂਰਤ ਵਿੱਚ ਬੈਂਕ ਕਾਰਵਾਈ ਕਰੇਗਾ।: [1138, 172, 1306, 195]
name-change-list: [381, 110, 563, 2061]
disinheritance-heading: ਬੇਦਖ਼ਲੀ: [1135, 1452, 1503, 1488]
notice-item: ਮੈਂ ਰਾਮ ਰਾਣੀ ਪਤਨੀ ਲੇਟ ਧਨੀ ਰਾਮ ਵਾਸੀ ਮਕਾਨ ਨੰਬਰ 10436, ਗਲੀ ਨੰਬਰ 4 ਇੰਦਰਾ ਕਲੋਨੀ, ਲੁਧਿਆਣਾ ਆਪਣੇ ਲੜਕੇ ਨੂੰ ਆਪਣੀ ਚੱਲ ਅਚੱਲ ਜਾਇਦਾਦ ਤੋਂ ਬੇਦਖ਼ਲ ਕਰਦੀ ਹਾਂ।: [946, 474, 1128, 572]
notice-item: ਮੈਂ ਰਾਜਦੀਪ ਕੌਰ ਪਿਤਾ ਅਮਰ ਸਿੰਘ ਰਜਿਸਟ੍ਰੇਸ਼ਨ ਨੰਬਰ #159501 ਗਲੀ ਨੰ 9 ਗੁਰੂ ਗੋਬਿੰਦ ਸਿੰਘ ਨਗਰ ਬਠਿੰਡਾ ਨੇ ਆਪਣਾ ਨਾਮ ਰਾਜਦੀਪ ਕੌਰ ਖਿਆਲ ਤੋਂ ਬਦਲਕੇ ਰਾਜਦੀਪ ਕੌਰ ਰੱਖ ਲਿਆ ਹੈ।: [5, 379, 375, 441]
notice-item: ਮੈਂ ਸਤਨਾਮ ਸਿੰਘ ਪੁੱਤਰ ਜਗਜੀਤ ਸਿੰਘ ਵਾਸੀ ਲਹਿਰਾਂ ਬੇਗਾ ਜ਼ਿਲ੍ਹਾ ਬਠਿੰਡਾ ਨੇ ਆਪਣਾ ਨਾਮ ਬਦਲ ਕੇ ਸਤਨਾਮ ਸਿੰਘ ਰੱਖ ਲਿਆ ਹੈ।: [5, 996, 375, 1041]
column-3: [758, 66, 1128, 2379]
notice-item: ਮੈਂ ਸੁਖਵਿੰਦਰ ਕੌਰ ਪਤਨੀ ਹਰਜੀਤ ਸਿੰਘ ਵਾਸੀ ਬੀ-9 ਆਪਣੇ ਪੁੱਤਰ ਨੂੰ ਬੇਦਖ਼ਲ ਕਰਦੀ ਹਾਂ।: [946, 1615, 1128, 1677]
notice-item: ਫੋਨ: 98887-82681: [1138, 197, 1220, 208]
disinheritance-heading: ਬੇਦਖ਼ਲੀ...: [946, 69, 1128, 106]
notice-item: ਮੈਂ ਕੁਲਵੰਤ ਸਿੰਘ ਪੁੱਤਰ ਸੁਰਜੀਤ ਸਿੰਘ ਵਾਸੀ ਮਕਾਨ ਨੰਬਰ 3, ਰਾਜਪੁਰਾ ਆਪਣੇ ਲੜਕੇ ਨੂੰ ਬੇਦਖ਼ਲ ਕਰਦਾ ਹਾਂ।: [946, 1553, 1128, 1615]
notice-item: ਮੈਂ ਸ਼ਸ਼ੀ ਕੁਮਾਰ ਹਾਂਡਾ ਪੁੱਤਰ ਰਾਮ ਸਿੰਘ ਵਾਸੀ 807, Extn 1, ਸੈਕਟਰ 39, ਲੁਧਿਆਣਾ ਨੇ ਆਪਣਾ ਨਾਮ ਬਦਲ ਕੇ ਸ਼ਸ਼ੀ ਕੁਮਾਰ ਰੱਖ ਲਿਆ ਹੈ।: [381, 191, 563, 271]
notice-item: ਮੈਂ ਸੰਤੋਖ ਸਿੰਘ ਪੁੱਤਰ ਮਲਕੀਤ ਸਿੰਘ ਵਾਸੀ ਨਿਊ ਕਲੋਨੀ ਆਪਣੇ ਪੁੱਤਰ ਨੂੰ ਬੇਦਖ਼ਲ ਕਰਦਾ ਹਾਂ।: [946, 1883, 1128, 1945]
notice-item: ਮੈਂ ਸਿਮਰਨਜੀਤ ਕੌਰ ਪਤਨੀ ਹਰਪ੍ਰੀਤ ਸਿੰਘ ਵਾਸੀ ਪਿੰਡ ਝੰਡੂਕੇ ਨੇ ਆਪਣਾ ਨਾਮ ਬਦਲ ਕੇ given name ਸਿਮਰਨਜੀਤ surname ਕੌਰ ਕਰ ਲਿਆ ਹੈ।: [570, 271, 752, 369]
notice-item: ਮੈਂ ਗੁਰਜੰਟ ਕੌਰ ਪਤਨੀ ਇੰਦਰਜੀਤ ਸਿੰਘ ਧੂੰਆਂ ਵਾਸੀ ਪਿੰਡ ਅਤੇ ਡਾਕਖਾਨਾ ਮਹਿਮੇ ਸਵਾਈ ਨੇ ਆਪਣਾ ਨਾਮ ਬਦਲ ਕੇ ਗੁਰਜੰਟ ਕੌਰ ਧੂੰਆਂ ਰੱਖ ਲਿਆ ਹੈ।: [5, 486, 375, 531]
motor-connection-list: [1135, 1289, 1503, 1449]
notice-item: ਮੈਂ ਪਰਮਜੀਤ ਕੌਰ ਪਤਨੀ ਮਹਿੰਦਰ ਸਿੰਘ ਵਾਸੀ ਪਿੰਡ ਸਿਉਰਾ ਆਪਣੇ ਪੁੱਤਰ ਨੂੰ ਬੇਦਖ਼ਲ ਕਰਦੀ ਹਾਂ।: [946, 1490, 1128, 1553]
notice-item: I, Bharti D/o Robin Kumar R/o House No 111 block-C, BRS Nagar Ludhiana changed my name to Bharti Shiv.: [758, 1853, 940, 1959]
notice-item: ਮੈਂ ਰਾਮ ਲਾਲ ਪੁੱਤਰ ਸੋਹਣ ਲਾਲ ਵਾਸੀ ਗਲੀ ਨੰਬਰ 2 ਲੁਧਿਆਣਾ ਆਪਣੇ ਲੜਕੇ ਨੂੰ ਬੇਦਖ਼ਲ ਕਰਦਾ ਹਾਂ।: [946, 928, 1128, 991]
notice-item: I Champa Devi D/o Ratan Chand and W/o Ashwani Kumar R/o Village New Gugran, Sujanpur (Rural), Sujanpur, Pathankot, Punjab-145023 have changed my name to Neha Devi.: [758, 1134, 940, 1280]
notice-item: ਮੈਂ ਅਨਾਮਿਕਾ ਸ਼ੈਲਿਨ ਪਤਨੀ ਨੇ ਆਪਣਾ ਨਾਮ ਬਦਲ ਲਿਆ ਹੈ।: [570, 645, 752, 690]
notice-item: ਮੈਂ ਸਰਿਤਾ ਦੇਵੀ ਪਤਨੀ ਬਿਰੰਜੀ ਲਾਲ ਵਾਸੀ #2223, ਲੱਕੜ ਮੰਡੀ ਚੌਂਕ ਵਾਰਡ ਨੰਬਰ 18 ਰਾਜਪੁਰਾ ਜ਼ਿਲ੍ਹਾ ਪਟਿਆਲਾ ਨੇ ਆਪਣਾ ਨਾਮ ਬਦਲ ਕੇ ਸਰਿਤਾ ਰੱਖ ਲਿਆ ਹੈ।: [5, 854, 375, 916]
council-signoff: ਕਾਰਜ ਸਾਧਕ ਅਫ਼ਸਰ, ਨਗਰ ਕੌਂਸਲ ਪੱਟੀ: [1319, 247, 1468, 259]
notice-item: 7.5 ਬੀ.ਐਚ.ਪੀ ਟਿਊਬਵੈਲ ਕੁਨੈਕਸ਼ਨ ਜਿਸਦਾ ਖਾਤਾ ਨੰ: ਏ.ਪੀ 19/0595 ਹੈ ਵਿਰਾਸਤ ਵਿੱਚ ਮੇਰੇ ਪਿਤਾ ਜੀ ਦੇ ਨਾਮ ਤੇ ਚੱਲ ਰਿਹਾ ਹੈ, ਜੋ ਮੈਂ ਆਪਣੇ ਨਾਮ ਤਬਦੀਲ ਕਰਵਾਉਣਾ ਚਾਹੁੰਦਾ ਹਾਂ। ਕਿਸੇ ਨੂੰ ਕੋਈ ਇਤਰਾਜ਼ ਹੋਵੇ ਤਾਂ ਸੰਪਰਕ ਕਰ ਸਕਦਾ ਹੈ।: [1135, 1289, 1503, 1369]
notice-item: I, Anil Upadhyay s/o Ravinder Narayan R/o MIG 415, Urban Estate Duqri Phase 3 Ludhiana declare that I am owner of Indo Overseas Medical System and applying DOMS to J. & K. If anybody have any objection please contact email indoomes@yahoo.co.in within 7 days. 7171: [1135, 1129, 1503, 1245]
notice-item: I, Jasmeet Kaur Rehal alias Jaswinder Kaur Hunjan w/o Kuldeep Singh Rehal R/o H No 7820 Street No 11 New Janta Nagar Ludhiana Changed My name as Jasmeet Kaur Rehal.: [1135, 531, 1503, 632]
notice-item: ਮੈਂ ਜਸਪ੍ਰੀਤ ਕੌਰ ਪਤਨੀ ਜਗਸੀਰ ਸਿੰਘ ਵਾਸੀ ਮ ਨੰ:86/1 ਸਵਰਾਜ ਨਗਰ, ਮੁੰਡੀ ਖਰੜ ਆਪਣੇ ਪੁੱਤਰ ਨੂੰ ਆਪਣੀ ਜਾਇਦਾਦ ਤੋਂ ਬੇਦਖ਼ਲ ਕਰਦੀ ਹਾਂ।: [946, 750, 1128, 848]
name-change-heading: ਨਾਂ ਬਦਲੀ: [1135, 490, 1503, 526]
notice-item: ਮੈਂ ਸੰਦੀਪ ਪੁੱਤਰ ਰਮਨ ਕੁਮਾਰ ਵਾਸੀ ਸੈਕਟਰ 8, ਫਤਿਹਪੁਰ ਪੰਜਾਬ ਆਪਣੇ ਪੁੱਤਰ ਨੂੰ ਉਸਦੇ ਮਾੜੇ ਵਿਵਹਾਰ ਕਾਰਨ ਆਪਣੀ ਚੱਲ ਅਤੇ ਅਚੱਲ ਜਾਇਦਾਦ ਤੋਂ ਬੇਦਖ਼ਲ ਕਰਦਾ ਹਾਂ। ਅੱਜ ਤੋਂ ਬਾਅਦ ਉਸ ਨਾਲ ਲੈਣ ਦੇਣ ਕਰਨ ਵਾਲਾ ਖੁਦ ਜਿੰਮੇਵਾਰ ਹੋਵੇਗਾ।: [946, 110, 1128, 244]
notice-item: I, ANGADPREET SINGH S/O MANDEEP SINGH MATHAROO R/O HOUSE NO. 3019, PHASE-2, B/S BSNL EXCHANGE, URBAN ESTATE, DUGRI, BASANT AVENUE, LUDHIANA-141013 Changed My name as Angadpreet Singh Matharoo.: [758, 1445, 940, 1649]
notice-item: ਮੈਂ ਗੁਰਚਰਨ ਸਿੰਘ ਪੁੱਤਰ ਬਲਵਿੰਦਰ ਸਿੰਘ ਵਾਸੀ ਨਾਭੀਵਾਲ ਤਹਿ ਬਰੇਟਾ ਜ਼ਿਲ੍ਹਾ ਮਾਨਸਾ ਨੇ ਆਪਣਾ ਨਾਮ ਬਦਲ ਕੇ ਗੁਰਚਰਨ ਸਿੰਘ ਬੈਂਸ ਰੱਖ ਲਿਆ ਹੈ।: [5, 576, 375, 621]
notice-item: ਮੈਂ ਬਲਜੀਤ ਕੌਰ ਪਤਨੀ ਗੁਰਦੀਪ ਸਿੰਘ ਵਾਸੀ ਪਿੰਡ ਸ਼ਾਹਪੁਰ ਆਪਣੇ ਪੁੱਤਰ ਨੂੰ ਬੇਦਖ਼ਲ ਕਰਦੀ ਹਾਂ।: [1135, 1556, 1503, 1601]
column-2: [381, 66, 752, 2379]
notice-item: ਮੈਂ ਵੰਦਨਾ ਕੁਮਾਰੀ ਪਤਨੀ ਸਿਧਾਰਥ ਵਾਸੀ ਮਕਾਨ ਨੰਬਰ 1708, 1, ਨੇੜੇ ਪੀ.ਏ.ਯੂ ਨਗਰ, ਲੁਧਿਆਣਾ ਨੇ ਆਪਣਾ ਨਾਮ ਬਦਲ ਲਿਆ ਹੈ।: [570, 1215, 752, 1296]
name-change-subcolumns: [381, 110, 752, 2061]
notice-item: I, Silky W/O Sachin Jain R/O Mohalla Jainia, Rahon Nawanshahr Distt SBS Nagar Have Changed My Name As Silky To Silkyjain.: [758, 716, 940, 823]
public-notice-scan: [1135, 66, 1310, 476]
notice-item: ਮੈਂ ਮੁਹੰਮਦ ਯੂਸਫ਼ ਪੁੱਤਰ Mohd Yousaf ਵਾਸੀ ਅਹਿਗਾਨਾ ਚੌਕ ਮਾਲੇਰਕੋਟਲਾ ਜ਼ਿਲ੍ਹਾ ਮਾਲੇਰਕੋਟਲਾ, ਨੇ ਆਪਣਾ ਨਾਮ Mohd Younas ਤੋਂ ਬਦਲ ਕੇ Mohammad Younas ਰੱਖ ਲਿਆ ਹੈ।: [5, 791, 375, 854]
notice-item: ਮੈਂ ਹੀਰਾ ਲਾਲ ਬੰਗਾ ਵਾਸੀ ਮਕਾਨ ਨੰ 100/2, ਨੇੜੇ ਸਬਜ਼ੀ ਮੰਡੀ, ਜਵਾਹਰ ਨਗਰ, ਲੁਧਿਆਣਾ ਨੇ ਆਪਣਾ ਨਾਮ ਬਦਲ ਕੇ ਨਰਾਤਾ ਰੱਖ ਲਿਆ ਹੈ।: [381, 1241, 563, 1322]
notice-item: ਮੈਂ ਰਾਜੇਸ਼ ਕੁਮਾਰ ਪੁੱਤਰ ਵਿਹਾਰ ਆਪਣ ਵਾਸੀ ਮਕਾਨ ਨੰਬਰ 92, ਗਲੀ ਨੰਬਰ 5, ਰਾਮ ਨਗਰ ਲੁਧਿਆਣਾ ਆਪਣੇ ਲੜਕੇ ਨੂੰ ਬੇਦਖ਼ਲ ਕਰਦਾ ਹਾਂ।: [946, 1071, 1128, 1152]
notice-item: I Jagdeep Singh S/O Kuldeep Singh R/O Vpo. Bagga, Tehsil Shahkot, Distt. Jalandhar (Pb) Have Changed My Name To Singh Jagdeep.: [758, 464, 940, 590]
